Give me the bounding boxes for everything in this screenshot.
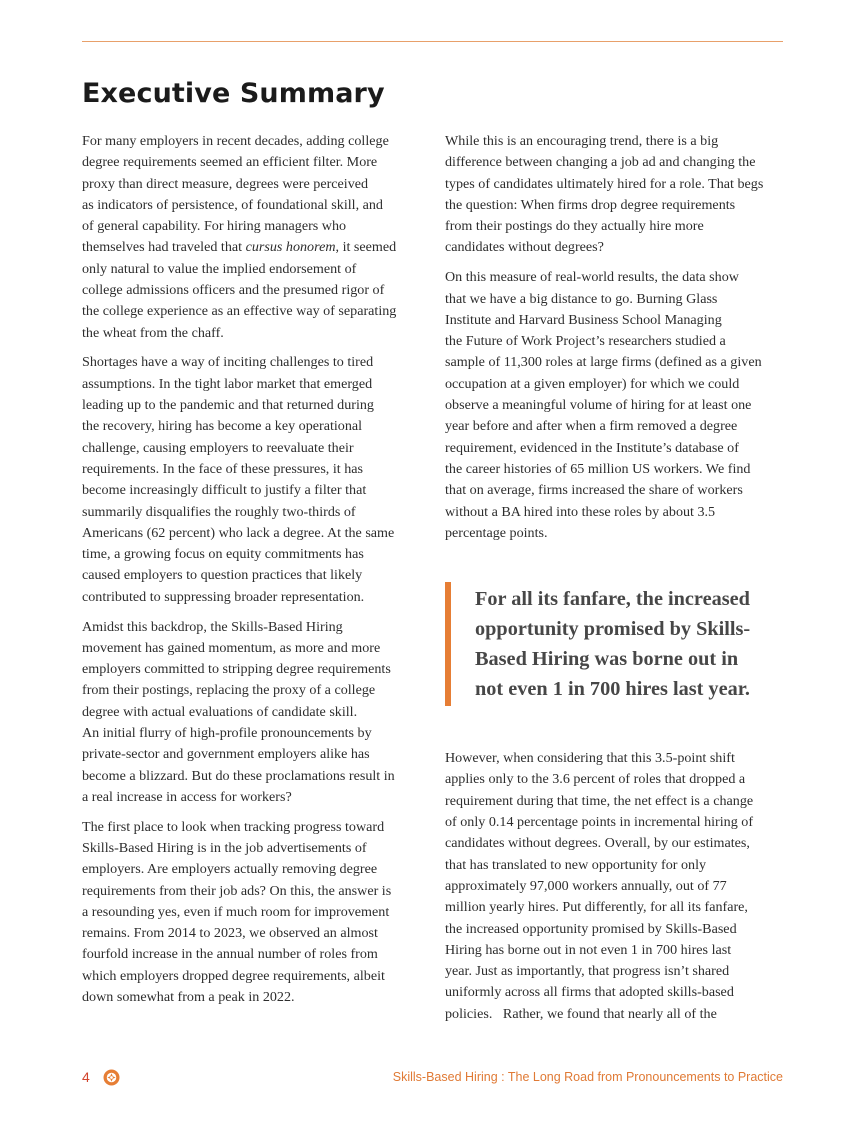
latin-phrase: cursus honorem	[245, 239, 336, 256]
paragraph: The first place to look when tracking progress toward Skills-Based Hiring is in the job advertisements of employers. Are employers actually removing degree requirements from their job ads? On this, the answer is a resounding yes, even if much room for improvement remains. From 2014 to 2023, we observed an almost fourfold increase in the annual number of roles from which employers dropped degree requirements, albeit down somewhat from a peak in 2022.	[82, 818, 392, 1006]
left-column	[82, 131, 420, 1017]
report-title: Skills-Based Hiring : The Long Road from Pronouncements to Practice	[392, 1070, 783, 1084]
header-rule	[82, 41, 783, 42]
paragraph: On this measure of real-world results, the data show that we have a big distance to go. Burning Glass Institute and Harvard Business School Managing the Future of Work Project’s researchers studied a sample of 11,300 roles at large firms (defined as a given occupation at a given employer) for which we could observe a meaningful volume of hiring for at least one year before and after when a firm removed a degree requirement, evidenced in the Institute’s database of the career histories of 65 million US workers. We find that on average, firms increased the share of workers without a BA hired into these roles by about 3.5 percentage points.	[445, 269, 762, 541]
pull-quote: For all its fanfare, the increased opportunity promised by Skills- Based Hiring was borne out in not even 1 in 700 hires last year.	[445, 582, 783, 706]
paragraph: However, when considering that this 3.5-point shift applies only to the 3.6 percent of roles that dropped a requirement during that time, the net effect is a change of only 0.14 percentage points in incremental hiring of candidates without degrees. Overall, by our estimates, that has translated to new opportunity for only approximately 97,000 workers annually, out of 77 million yearly hires. Put differently, for all its fanfare, the increased opportunity promised by Skills-Based Hiring has borne out in not even 1 in 700 hires last year. Just as importantly, that progress isn’t shared uniformly across all firms that adopted skills-based policies. Rather, we found that nearly all of the	[445, 750, 754, 1022]
paragraph: For many employers in recent decades, adding college degree requirements seemed an efficient filter. More proxy than direct measure, degrees were perceived as indicators of persistence, of foundational skill, and of general capability. For hiring managers who themselves had traveled that cursus honorem, it seemed only natural to value the implied endorsement of college admissions officers and the presumed rigor of the college experience as an effective way of separating the wheat from the chaff.	[82, 133, 397, 341]
paragraph: Shortages have a way of inciting challenges to tired assumptions. In the tight labor market that emerged leading up to the pandemic and that returned during the recovery, hiring has become a key operational challenge, causing employers to reevaluate their requirements. In the face of these pressures, it has become increasingly difficult to justify a filter that summarily disqualifies the roughly two-thirds of Americans (62 percent) who lack a degree. At the same time, a growing focus on equity commitments has caused employers to question practices that likely contributed to suppressing broader representation.	[82, 354, 395, 605]
burning-glass-logo-icon	[103, 1069, 120, 1086]
paragraph: Amidst this backdrop, the Skills-Based Hiring movement has gained momentum, as more and more employers committed to stripping degree requirements from their postings, replacing the proxy of a college degree with actual evaluations of candidate skill. An initial flurry of high-profile pronouncements by private-sector and government employers alike has become a blizzard. But do these proclamations result in a real increase in access for workers?	[82, 618, 395, 805]
page-title: Executive Summary	[82, 78, 385, 109]
paragraph: While this is an encouraging trend, there is a big difference between changing a job ad and changing the types of candidates ultimately hired for a role. That begs the question: When firms drop degree requirements from their postings do they actually hire more candidates without degrees?	[445, 133, 764, 256]
page-number: 4	[82, 1069, 90, 1085]
right-column	[445, 131, 783, 1034]
